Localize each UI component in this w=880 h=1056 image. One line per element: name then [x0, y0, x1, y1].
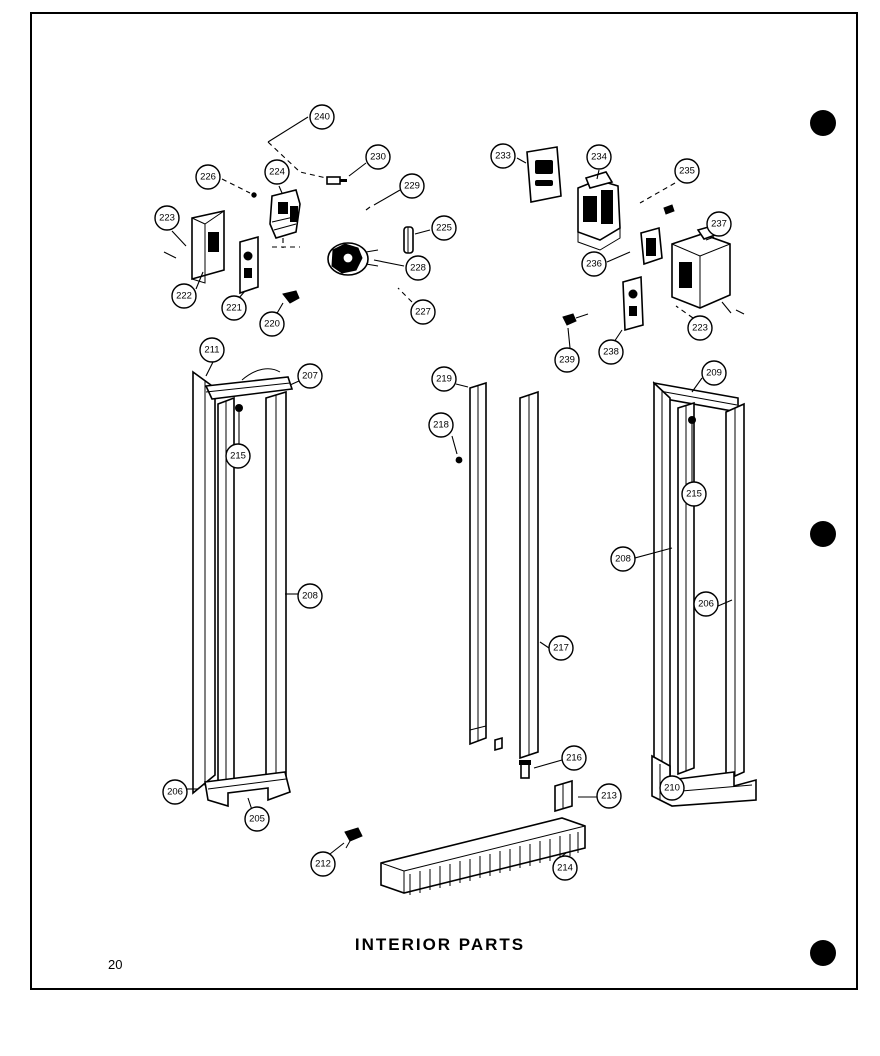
door-frame-left [193, 369, 292, 806]
svg-text:206: 206 [167, 786, 183, 798]
svg-text:211: 211 [204, 344, 220, 356]
part-213-end-cap [555, 781, 572, 811]
svg-text:208: 208 [302, 590, 318, 602]
svg-text:215: 215 [230, 450, 246, 462]
callout-227 [411, 300, 435, 324]
part-239-clip [563, 314, 588, 325]
part-233-control-panel [527, 147, 561, 202]
callout-212 [311, 852, 335, 876]
callout-219 [432, 367, 456, 391]
page-title: INTERIOR PARTS [354, 935, 526, 954]
svg-text:222: 222 [176, 290, 192, 302]
svg-text:215: 215 [686, 488, 702, 500]
callout-217 [549, 636, 573, 660]
svg-text:233: 233 [495, 150, 511, 162]
callout-236 [582, 252, 606, 276]
part-238-switch-plate-right [623, 277, 643, 330]
svg-text:214: 214 [557, 862, 573, 874]
svg-text:216: 216 [566, 752, 582, 764]
part-230-terminal [327, 177, 347, 184]
svg-text:219: 219 [436, 373, 452, 385]
svg-text:227: 227 [415, 306, 431, 318]
callout-226 [196, 165, 220, 189]
callout-224 [265, 160, 289, 184]
callout-223-right [688, 316, 712, 340]
callout-240 [310, 105, 334, 129]
svg-text:217: 217 [553, 642, 569, 654]
part-228-fan-motor [328, 243, 378, 275]
part-214-grille [381, 818, 585, 895]
svg-text:226: 226 [200, 171, 216, 183]
svg-text:239: 239 [559, 354, 575, 366]
callout-237 [707, 212, 731, 236]
svg-text:230: 230 [370, 151, 386, 163]
callout-228 [406, 256, 430, 280]
callout-206-left [163, 780, 187, 804]
svg-text:236: 236 [586, 258, 602, 270]
part-237-housing [672, 226, 730, 308]
svg-text:229: 229 [404, 180, 420, 192]
callout-221 [222, 296, 246, 320]
svg-text:221: 221 [226, 302, 242, 314]
callout-234 [587, 145, 611, 169]
part-216-screw [519, 760, 531, 778]
callout-238 [599, 340, 623, 364]
callout-208-right [611, 547, 635, 571]
svg-text:228: 228 [410, 262, 426, 274]
svg-text:223: 223 [159, 212, 175, 224]
callout-214 [553, 856, 577, 880]
part-220-clip [283, 291, 299, 303]
callout-210 [660, 776, 684, 800]
page-number: 20 [108, 957, 123, 972]
svg-text:208: 208 [615, 553, 631, 565]
svg-text:225: 225 [436, 222, 452, 234]
svg-text:220: 220 [264, 318, 280, 330]
callout-233 [491, 144, 515, 168]
svg-text:218: 218 [433, 419, 449, 431]
callout-235 [675, 159, 699, 183]
callout-239 [555, 348, 579, 372]
callout-205 [245, 807, 269, 831]
svg-text:223: 223 [692, 322, 708, 334]
part-217-trim-strip-right [520, 392, 538, 758]
svg-text:224: 224 [269, 166, 285, 178]
callout-211 [200, 338, 224, 362]
callout-225 [432, 216, 456, 240]
part-212-clip [345, 828, 362, 848]
part-224-switch-assembly [270, 190, 300, 238]
svg-text:207: 207 [302, 370, 318, 382]
part-234-valve-assembly [578, 172, 620, 250]
part-225-rod [404, 227, 413, 253]
part-221-switch-plate [240, 237, 258, 293]
callout-216 [562, 746, 586, 770]
svg-text:237: 237 [711, 218, 727, 230]
callout-213 [597, 784, 621, 808]
callout-206-right [694, 592, 718, 616]
svg-text:209: 209 [706, 367, 722, 379]
callout-208-left [298, 584, 322, 608]
callout-230 [366, 145, 390, 169]
svg-text:235: 235 [679, 165, 695, 177]
svg-text:213: 213 [601, 790, 617, 802]
svg-text:210: 210 [664, 782, 680, 794]
svg-text:240: 240 [314, 111, 330, 123]
callout-209 [702, 361, 726, 385]
callout-215-left [226, 444, 250, 468]
svg-text:205: 205 [249, 813, 265, 825]
callout-218 [429, 413, 453, 437]
callout-229 [400, 174, 424, 198]
svg-text:234: 234 [591, 151, 607, 163]
svg-text:206: 206 [698, 598, 714, 610]
part-219-trim-strip [470, 383, 502, 750]
callout-223-left [155, 206, 179, 230]
part-222-control-box [192, 211, 224, 283]
callout-207 [298, 364, 322, 388]
callout-222 [172, 284, 196, 308]
part-236-bracket [641, 228, 662, 264]
svg-text:238: 238 [603, 346, 619, 358]
callout-220 [260, 312, 284, 336]
callout-215-right [682, 482, 706, 506]
svg-text:212: 212 [315, 858, 331, 870]
